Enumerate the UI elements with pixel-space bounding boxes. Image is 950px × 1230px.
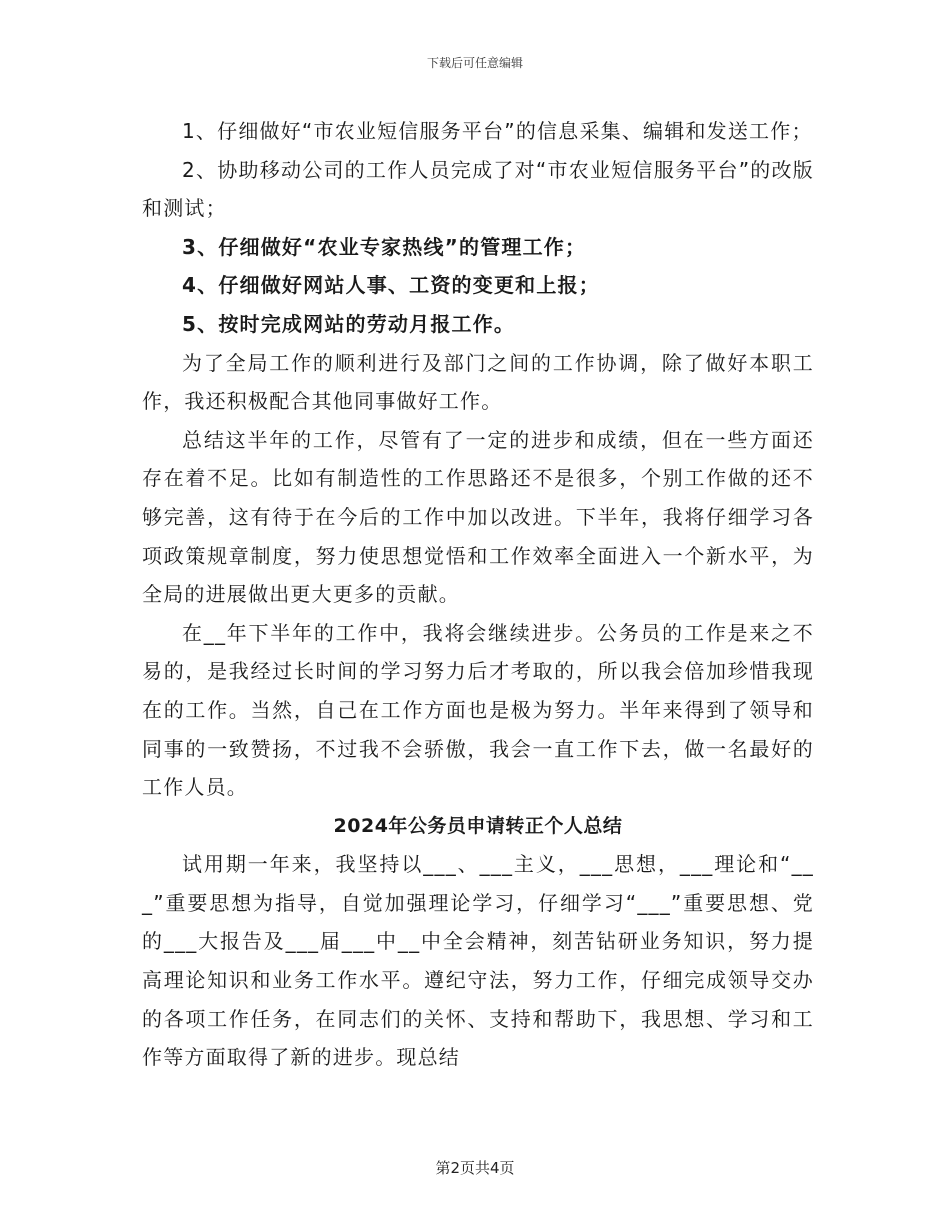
document-body xyxy=(142,112,814,1077)
paragraph: 1、仔细做好“市农业短信服务平台”的信息采集、编辑和发送工作； xyxy=(182,119,813,143)
paragraph: 试用期一年来，我坚持以___、___主义，___思想，___理论和“___”重要思想为指导，自觉加强理论学习，仔细学习“___”重要思想、党的___大报告及___届___中__中全会精神，刻苦钻研业务知识，努力提高理论知识和业务工作水平。遵纪守法，努力工作，仔细完成领导交办的各项工作任务，在同志们的关怀、支持和帮助下，我思想、学习和工作等方面取得了新的进步。现总结 xyxy=(142,852,814,1070)
section-title: 2024年公务员申请转正个人总结 xyxy=(333,814,623,837)
paragraph: 5、按时完成网站的劳动月报工作。 xyxy=(182,311,516,336)
paragraph: 总结这半年的工作，尽管有了一定的进步和成绩，但在一些方面还存在着不足。比如有制造性的工作思路还不是很多，个别工作做的还不够完善，这有待于在今后的工作中加以改进。下半年，我将仔细学习各项政策规章制度，努力使思想觉悟和工作效率全面进入一个新水平，为全局的进展做出更大更多的贡献。 xyxy=(142,427,814,607)
paragraph: 在__年下半年的工作中，我将会继续进步。公务员的工作是来之不易的，是我经过长时间的学习努力后才考取的，所以我会倍加珍惜我现在的工作。当然，自己在工作方面也是极为努力。半年来得到了领导和同事的一致赞扬，不过我不会骄傲，我会一直工作下去，做一名最好的工作人员。 xyxy=(142,620,814,800)
paragraph: 为了全局工作的顺利进行及部门之间的工作协调，除了做好本职工作，我还积极配合其他同事做好工作。 xyxy=(142,350,814,414)
paragraph: 3、仔细做好“农业专家热线”的管理工作； xyxy=(182,234,587,259)
page-footer: 第2页共4页 xyxy=(435,1159,515,1177)
page-header: 下载后可任意编辑 xyxy=(426,56,523,70)
paragraph: 4、仔细做好网站人事、工资的变更和上报； xyxy=(182,273,600,298)
paragraph: 2、协助移动公司的工作人员完成了对“市农业短信服务平台”的改版和测试； xyxy=(142,157,814,221)
